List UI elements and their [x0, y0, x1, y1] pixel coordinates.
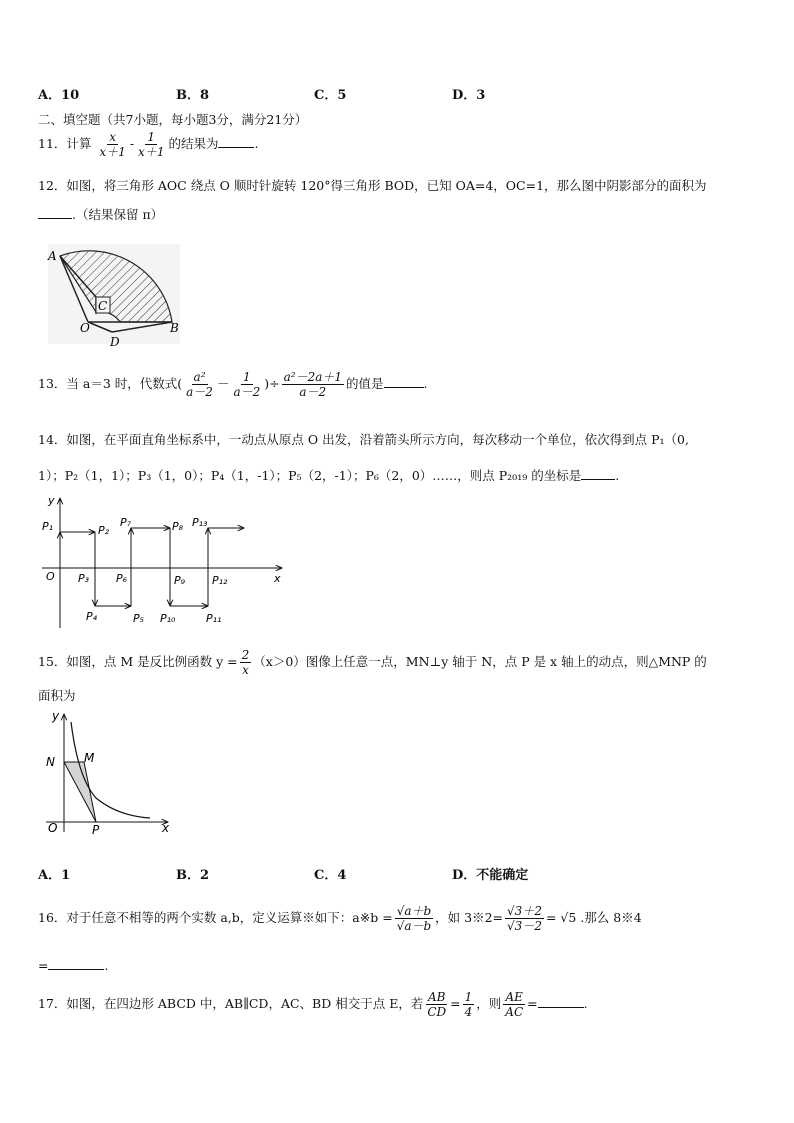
label-p9: P₉ — [174, 574, 186, 587]
q10-option-b: B．8 — [176, 88, 210, 103]
q13-fraction-3: $\frac{\text{a²－2a＋1}}{a-2}$ — [283, 370, 342, 399]
q17-prefix: 17．如图，在四边形 ABCD 中，AB∥CD，AC、BD 相交于点 E，若 — [38, 996, 424, 1011]
label-p1: P₁ — [42, 520, 54, 533]
question-17 — [38, 990, 588, 1019]
label-o: O — [46, 570, 55, 583]
q12-note: .（结果保留 π） — [72, 207, 164, 222]
q15-option-c: C．4 — [314, 868, 347, 883]
q16-period: . — [104, 958, 109, 973]
section-heading: 二、填空题（共7小题，每小题3分，满分21分） — [38, 112, 308, 127]
q14-text-line1: 14．如图，在平面直角坐标系中，一动点从原点 O 出发，沿着箭头所示方向，每次移动一个单位，依次得到点 P₁（0, — [38, 432, 689, 447]
label-p: P — [92, 823, 100, 837]
label-n: N — [46, 755, 55, 769]
label-p11: P₁₁ — [206, 612, 222, 625]
q11-answer-blank[interactable] — [218, 137, 254, 148]
q12-answer-blank[interactable] — [38, 208, 72, 219]
label-p10: P₁₀ — [160, 612, 176, 625]
question-16 — [38, 904, 642, 933]
q11-prefix: 计算 — [66, 136, 92, 151]
q13-answer-blank[interactable] — [384, 377, 424, 388]
q13-period: . — [423, 376, 428, 391]
label-m: M — [84, 751, 95, 765]
q15-suffix: （x＞0）图像上任意一点，MN⊥y 轴于 N，点 P 是 x 轴上的动点，则△MNP 的 — [253, 654, 707, 669]
q15-option-b: B．2 — [176, 868, 210, 883]
q16-answer-blank[interactable] — [48, 959, 104, 970]
q10-option-a: A．10 — [38, 88, 80, 103]
label-o: O — [80, 321, 90, 335]
label-x: x — [274, 572, 281, 585]
q16-example: ，如 3※2= — [435, 910, 504, 925]
q17-fraction-2: $\frac{1}{4}$ — [464, 990, 473, 1019]
question-13 — [38, 370, 428, 399]
label-x: x — [162, 821, 170, 835]
q11-number: 11． — [38, 136, 67, 151]
q11-minus: - — [129, 136, 135, 151]
q15-fraction: $\frac{2}{x}$ — [241, 648, 250, 677]
q15-option-d: D．不能确定 — [452, 868, 529, 883]
q14-figure — [38, 490, 288, 632]
q11-fraction-1: $\frac{x}{x+1}$ — [99, 130, 126, 159]
q13-minus: － — [216, 376, 230, 391]
label-c: C — [98, 299, 108, 313]
q16-prefix: 16．对于任意不相等的两个实数 a,b，定义运算※如下：a※b = — [38, 910, 393, 925]
q15-prefix: 15．如图，点 M 是反比例函数 y = — [38, 654, 238, 669]
q12-figure — [40, 240, 190, 348]
q13-prefix: 13．当 a＝3 时，代数式( — [38, 376, 183, 391]
q13-fraction-2: $\frac{1}{a-2}$ — [233, 370, 261, 399]
q11-fraction-2: $\frac{1}{x+1}$ — [138, 130, 165, 159]
q17-period: . — [583, 996, 588, 1011]
q13-divide: )÷ — [264, 376, 280, 391]
q13-suffix: 的值是 — [346, 376, 384, 391]
q14-text: 1）；P₂（1，1）；P₃（1，0）；P₄（1，-1）；P₅（2，-1）；P₆（2，0）……，则点 P₂₀₁₉ 的坐标是 — [38, 468, 582, 483]
q15-figure — [38, 708, 178, 838]
label-p5: P₅ — [133, 612, 145, 625]
question-15 — [38, 648, 707, 677]
q17-answer-blank[interactable] — [538, 997, 584, 1008]
label-p4: P₄ — [86, 610, 98, 623]
label-o: O — [48, 821, 58, 835]
label-p8: P₈ — [172, 520, 184, 533]
q15-text-line2: 面积为 — [38, 688, 76, 703]
q12-text-line2 — [38, 205, 163, 223]
q11-suffix: 的结果为 — [168, 136, 219, 151]
label-a: A — [48, 249, 57, 263]
label-p6: P₆ — [116, 572, 128, 585]
q12-text-line1: 12．如图，将三角形 AOC 绕点 O 顺时针旋转 120°得三角形 BOD，已知 OA=4，OC=1，那么图中阴影部分的面积为 — [38, 178, 707, 193]
q11-period: . — [254, 136, 259, 151]
q10-option-d: D．3 — [452, 88, 486, 103]
q16-fraction-example: $\frac{√3+2}{√3-2}$ — [507, 904, 542, 933]
q13-fraction-1: $\frac{\text{a²}}{a-2}$ — [186, 370, 213, 399]
label-p2: P₂ — [98, 524, 110, 537]
q16-fraction-def: $\frac{√a+b}{√a-b}$ — [396, 904, 432, 933]
label-y: y — [48, 494, 55, 507]
q17-equals: = — [450, 996, 461, 1011]
label-p3: P₃ — [78, 572, 90, 585]
label-y: y — [52, 709, 60, 723]
label-p13: P₁₃ — [192, 516, 208, 529]
label-p7: P₇ — [120, 516, 132, 529]
q16-line2 — [38, 958, 108, 973]
question-11 — [38, 130, 258, 159]
label-d: D — [110, 335, 120, 348]
q17-then: ，则 — [476, 996, 502, 1011]
q16-equals: = — [38, 958, 49, 973]
q10-option-c: C．5 — [314, 88, 347, 103]
q16-suffix: = √5 .那么 8※4 — [545, 910, 642, 925]
label-b: B — [170, 321, 179, 335]
q14-period: . — [615, 468, 620, 483]
q14-text-line2 — [38, 466, 619, 484]
q14-answer-blank[interactable] — [581, 469, 615, 480]
label-p12: P₁₂ — [212, 574, 228, 587]
q17-fraction-1: $\frac{AB}{CD}$ — [427, 990, 447, 1019]
q15-option-a: A．1 — [38, 868, 71, 883]
q17-fraction-3: $\frac{AE}{AC}$ — [505, 990, 524, 1019]
q17-equals-2: = — [527, 996, 538, 1011]
